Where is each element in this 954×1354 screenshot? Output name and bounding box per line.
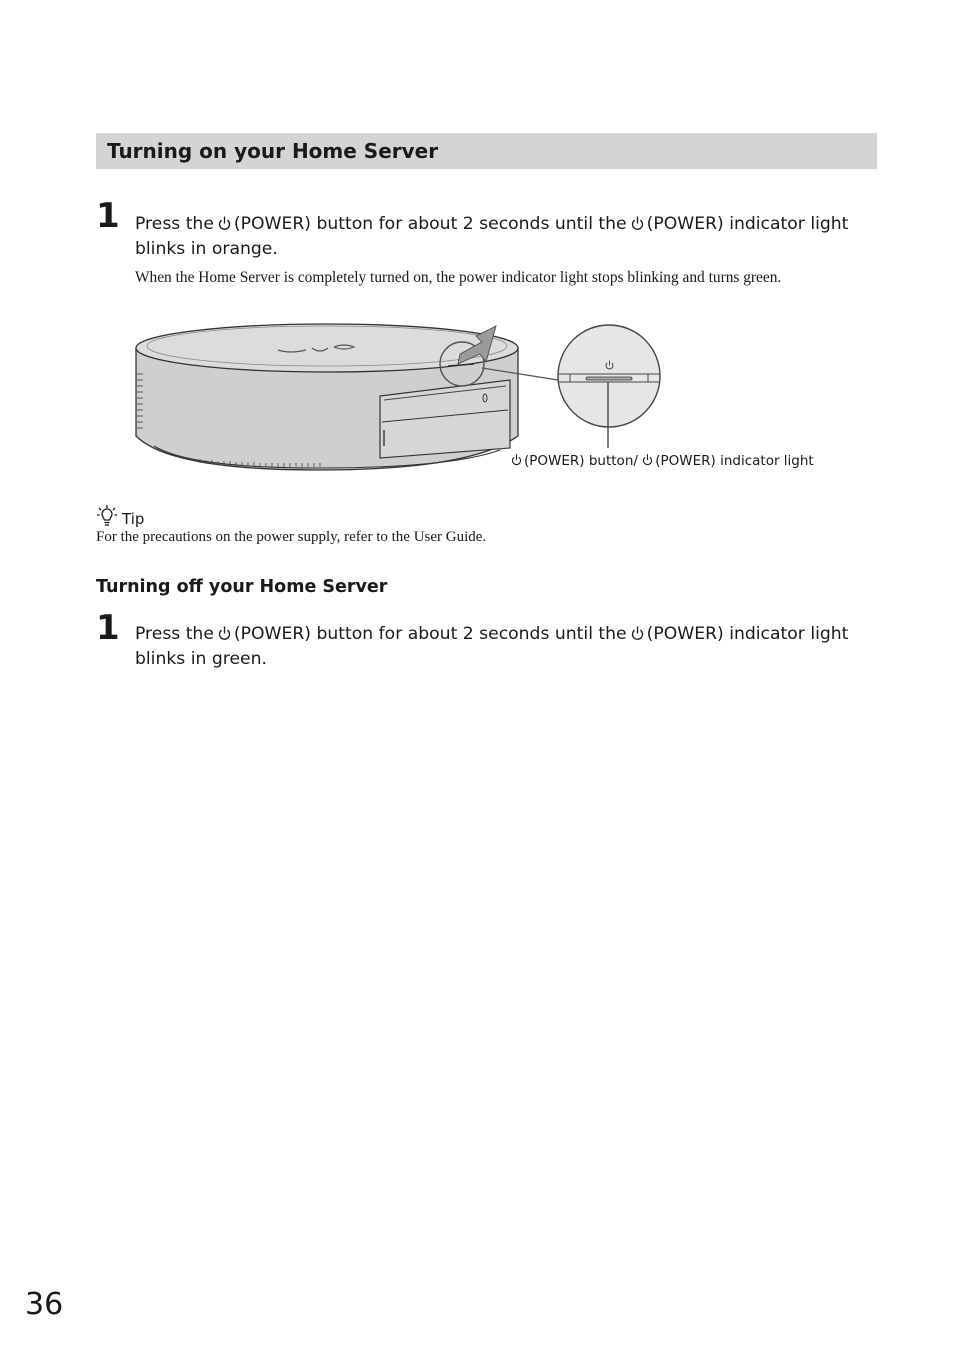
step-text-part: Press the	[135, 214, 214, 234]
figure-caption	[511, 452, 814, 470]
step-text-part: Press the	[135, 624, 214, 644]
step-text-part: (POWER) button for about 2 seconds until the	[233, 214, 627, 234]
power-icon	[218, 215, 231, 231]
step-instruction	[135, 622, 875, 672]
tip-heading	[96, 502, 144, 528]
step-number: 1	[96, 196, 120, 236]
step-text-part: (POWER) indicator light blinks in orange.	[135, 214, 849, 259]
power-icon	[642, 453, 653, 466]
step-instruction	[135, 212, 875, 262]
tip-label: Tip	[122, 510, 145, 528]
step-text-part: (POWER) button for about 2 seconds until the	[233, 624, 627, 644]
caption-text: (POWER) indicator light	[655, 453, 814, 469]
tip-text: For the precautions on the power supply, refer to the User Guide.	[96, 529, 487, 545]
section-title: Turning on your Home Server	[107, 139, 439, 163]
step-text-part: (POWER) indicator light blinks in green.	[135, 624, 849, 669]
power-icon	[631, 625, 644, 641]
caption-text: (POWER) button/	[524, 453, 638, 469]
section-heading-bar	[96, 133, 877, 169]
subsection-title: Turning off your Home Server	[96, 577, 388, 597]
lightbulb-icon	[96, 504, 118, 528]
power-icon	[511, 453, 522, 466]
power-icon	[631, 215, 644, 231]
step-note: When the Home Server is completely turned on, the power indicator light stops blinking and turns green.	[135, 269, 782, 286]
step-number: 1	[96, 608, 120, 648]
page-number: 36	[25, 1287, 64, 1322]
power-icon	[218, 625, 231, 641]
